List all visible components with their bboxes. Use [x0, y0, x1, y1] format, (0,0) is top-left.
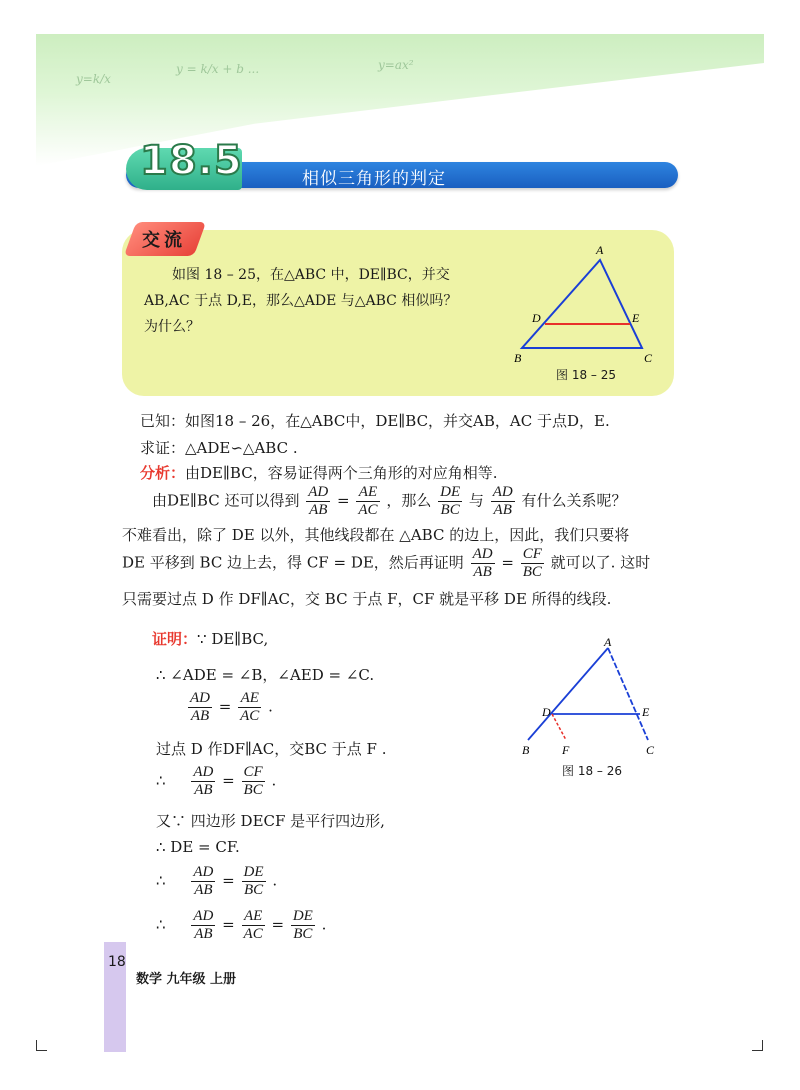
segment-df-26	[552, 714, 566, 740]
period: .	[321, 915, 327, 934]
label-d-26: D	[542, 705, 551, 719]
proof-line-7: ∴ DE = CF.	[156, 838, 240, 856]
label-b-25: B	[514, 351, 522, 365]
given-statement: 已知：如图18 – 26，在△ABC中，DE∥BC，并交AB，AC 于点D，E.	[140, 412, 610, 430]
fraction-ae-ac-p1: $\frac{AE}{AC}$	[240, 690, 260, 724]
fraction-ae-ac: $\frac{AE}{AC}$	[358, 484, 378, 518]
figure-18-25-caption: 图 18 – 25	[556, 368, 616, 382]
therefore-symbol: ∴	[156, 771, 166, 790]
triangle-abc-25	[522, 260, 642, 348]
fraction-ad-ab-p1: $\frac{AD}{AB}$	[190, 690, 210, 724]
fraction-ad-ab-p2: $\frac{AD}{AB}$	[193, 764, 214, 798]
crop-mark-bottom-left	[36, 1040, 47, 1051]
fraction-ad-ab-p3: $\frac{AD}{AB}$	[193, 864, 214, 898]
equals-sign: =	[218, 697, 232, 716]
equals-sign: =	[501, 553, 514, 572]
fraction-cf-bc: $\frac{CF}{BC}$	[522, 546, 542, 580]
proof-line-5	[156, 764, 276, 799]
label-c-25: C	[644, 351, 653, 365]
fraction-ae-ac-p4: $\frac{AE}{AC}$	[243, 908, 263, 942]
banner-formula-3: y=ax²	[378, 58, 414, 72]
prove-statement: 求证：△ADE∽△ABC .	[140, 439, 298, 457]
figure-18-25	[508, 240, 658, 380]
figure-18-26	[516, 634, 666, 764]
footer-book-title: 数学 九年级 上册	[136, 972, 237, 987]
analysis-label: 分析：	[140, 464, 186, 482]
proof-line-8	[156, 864, 277, 899]
para-line-1	[152, 484, 627, 519]
section-title: 相似三角形的判定	[302, 169, 446, 189]
proof-line-9	[156, 908, 326, 943]
label-a-25: A	[596, 243, 604, 257]
label-c-26: C	[646, 743, 655, 757]
fraction-ad-ab-p4: $\frac{AD}{AB}$	[193, 908, 214, 942]
para-line-2: 不难看出，除了 DE 以外，其他线段都在 △ABC 的边上，因此，我们只要将	[122, 526, 630, 544]
proof-line-4: 过点 D 作DF∥AC，交BC 于点 F .	[156, 740, 387, 758]
label-b-26: B	[522, 743, 530, 757]
para-line-1-c: 与	[468, 491, 484, 510]
equals-sign: =	[271, 915, 285, 934]
fraction-ad-ab-3: $\frac{AD}{AB}$	[472, 546, 493, 580]
page-number: 18	[108, 954, 126, 970]
label-d-25: D	[532, 311, 541, 325]
banner-formula-1: y=k/x	[76, 72, 111, 86]
label-e-25: E	[632, 311, 640, 325]
para-line-3-b: 就可以了. 这时	[550, 553, 651, 572]
exchange-line-1: 如图 18 – 25，在△ABC 中，DE∥BC，并交	[172, 267, 450, 283]
analysis-line	[140, 462, 497, 483]
para-line-4: 只需要过点 D 作 DF∥AC，交 BC 于点 F，CF 就是平移 DE 所得的线段.	[122, 590, 612, 608]
equals-sign: =	[222, 915, 235, 934]
analysis-text: 由DE∥BC，容易证得两个三角形的对应角相等.	[185, 464, 498, 482]
banner-formula-2: y = k/x + b ...	[176, 62, 260, 76]
equals-sign: =	[222, 871, 235, 890]
fraction-ad-ab-2: $\frac{AD}{AB}$	[492, 484, 513, 518]
period: .	[272, 871, 278, 890]
figure-18-26-caption: 图 18 – 26	[562, 764, 622, 778]
proof-line-6: 又∵ 四边形 DECF 是平行四边形,	[156, 812, 385, 830]
section-number: 18.5	[140, 138, 243, 184]
side-ab-26	[528, 648, 608, 740]
para-line-1-d: 有什么关系呢？	[521, 491, 627, 510]
proof-line-3	[186, 690, 273, 725]
para-line-3-a: DE 平移到 BC 边上去，得 CF = DE，然后再证明	[122, 553, 464, 572]
side-ac-26	[608, 648, 648, 740]
therefore-symbol: ∴	[156, 915, 166, 934]
proof-step-1: ∵ DE∥BC,	[197, 630, 269, 648]
label-e-26: E	[642, 705, 650, 719]
proof-line-2: ∴ ∠ADE = ∠B，∠AED = ∠C.	[156, 666, 375, 684]
para-line-3	[122, 546, 650, 581]
exchange-text	[144, 262, 504, 340]
fraction-ad-ab: $\frac{AD}{AB}$	[308, 484, 329, 518]
equals-sign: =	[222, 771, 235, 790]
label-f-26: F	[562, 743, 570, 757]
fraction-de-bc-p3: $\frac{DE}{BC}$	[243, 864, 264, 898]
proof-line-1	[152, 628, 268, 649]
fraction-de-bc-p4: $\frac{DE}{BC}$	[292, 908, 313, 942]
period: .	[271, 771, 277, 790]
exchange-line-3: 为什么？	[144, 319, 200, 335]
exchange-line-2: AB,AC 于点 D,E，那么△ADE 与△ABC 相似吗？	[144, 293, 458, 309]
fraction-de-bc: $\frac{DE}{BC}$	[440, 484, 461, 518]
label-a-26: A	[604, 635, 612, 649]
therefore-symbol: ∴	[156, 871, 166, 890]
proof-label: 证明：	[152, 630, 198, 648]
period: .	[268, 697, 273, 716]
equals-sign: =	[337, 491, 350, 510]
fraction-cf-bc-p2: $\frac{CF}{BC}$	[243, 764, 263, 798]
para-line-1-b: ，那么	[386, 491, 432, 510]
exchange-badge: 交流	[142, 230, 186, 251]
para-line-1-a: 由DE∥BC 还可以得到	[152, 491, 300, 510]
crop-mark-bottom-right	[752, 1040, 763, 1051]
